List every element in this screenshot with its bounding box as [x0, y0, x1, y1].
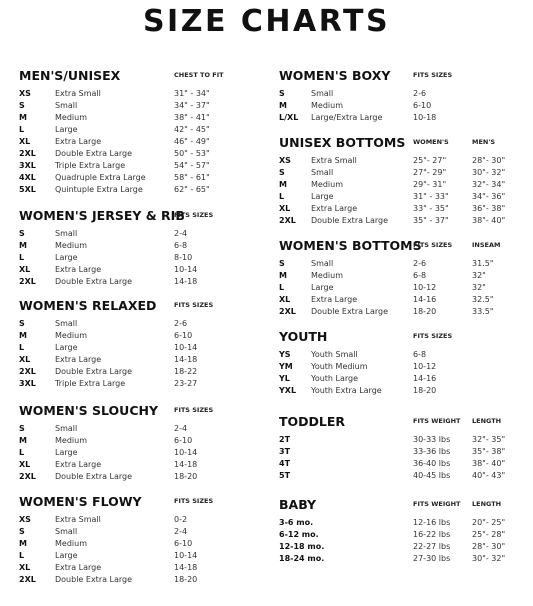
size-name: Extra Large — [55, 355, 102, 364]
section-header — [19, 403, 259, 423]
size-name: Extra Large — [55, 137, 102, 146]
size-name: Medium — [55, 113, 87, 122]
size-code: 5T — [279, 471, 291, 480]
table-row — [19, 112, 259, 124]
size-value: 38" - 41" — [174, 113, 210, 122]
womens-relaxed-chart — [19, 298, 259, 390]
size-name: Triple Extra Large — [55, 161, 126, 170]
size-name: Large — [311, 192, 334, 201]
table-row — [19, 252, 259, 264]
table-row — [279, 112, 529, 124]
size-code: L — [19, 253, 25, 262]
size-code: M — [19, 539, 27, 548]
size-name: Extra Large — [55, 265, 102, 274]
womens-boxy-chart — [279, 68, 529, 124]
size-value: 10-14 — [174, 551, 198, 560]
womens-jersey-rib-chart — [19, 208, 259, 288]
size-value: 30"- 32" — [472, 554, 506, 563]
table-row — [279, 373, 529, 385]
size-value: 18-20 — [174, 472, 198, 481]
size-code: XL — [19, 265, 31, 274]
size-name: Large — [311, 283, 334, 292]
size-name: Extra Large — [311, 204, 358, 213]
size-value: 38"- 40" — [472, 459, 506, 468]
size-name: Small — [311, 259, 334, 268]
table-row — [279, 517, 529, 529]
size-value: 46" - 49" — [174, 137, 210, 146]
table-row — [19, 276, 259, 288]
size-name: Large — [55, 125, 78, 134]
table-row — [279, 258, 529, 270]
size-value: 40"- 43" — [472, 471, 506, 480]
size-name: Youth Small — [311, 350, 358, 359]
size-name: Medium — [311, 180, 343, 189]
womens-bottoms-chart — [279, 238, 529, 318]
size-name: Medium — [55, 436, 87, 445]
size-code: 5XL — [19, 185, 36, 194]
size-code: S — [19, 424, 25, 433]
section-header — [279, 497, 529, 517]
size-value: 38"- 40" — [472, 216, 506, 225]
size-name: Large — [55, 343, 78, 352]
size-value: 34"- 36" — [472, 192, 506, 201]
size-value: 31" - 34" — [174, 89, 210, 98]
size-code: 2XL — [279, 307, 296, 316]
size-name: Extra Large — [55, 460, 102, 469]
table-row — [279, 458, 529, 470]
table-row — [19, 471, 259, 483]
size-value: 2-4 — [174, 527, 188, 536]
size-code: L — [19, 448, 25, 457]
size-value: 2-6 — [174, 319, 188, 328]
column-header: WOMEN'S — [413, 138, 449, 146]
size-code: XL — [19, 137, 31, 146]
column-header: LENGTH — [472, 417, 502, 425]
column-header: FITS SIZES — [174, 406, 214, 414]
size-name: Medium — [55, 539, 87, 548]
size-value: 18-20 — [413, 307, 437, 316]
size-value: 32"- 34" — [472, 180, 506, 189]
size-value: 8-10 — [174, 253, 193, 262]
size-name: Extra Small — [55, 515, 101, 524]
table-row — [279, 349, 529, 361]
size-name: Small — [311, 168, 334, 177]
size-code: M — [279, 180, 287, 189]
table-row — [279, 270, 529, 282]
size-code: L — [19, 125, 25, 134]
size-value: 32.5" — [472, 295, 494, 304]
section-header — [279, 238, 529, 258]
section-title: TODDLER — [279, 414, 346, 429]
size-value: 33.5" — [472, 307, 494, 316]
size-name: Small — [55, 527, 78, 536]
table-row — [19, 228, 259, 240]
size-value: 29"- 31" — [413, 180, 447, 189]
table-row — [279, 191, 529, 203]
section-title: WOMEN'S RELAXED — [19, 298, 157, 313]
size-value: 23-27 — [174, 379, 198, 388]
size-name: Extra Small — [311, 156, 357, 165]
womens-flowy-chart — [19, 494, 259, 586]
size-code: XL — [19, 460, 31, 469]
size-value: 10-14 — [174, 265, 198, 274]
size-name: Triple Extra Large — [55, 379, 126, 388]
size-name: Large — [55, 551, 78, 560]
size-name: Youth Medium — [311, 362, 368, 371]
size-code: 2XL — [19, 277, 36, 286]
column-header: FITS SIZES — [413, 332, 453, 340]
size-code: M — [279, 101, 287, 110]
section-header — [19, 494, 259, 514]
size-value: 6-8 — [413, 350, 427, 359]
table-row — [19, 160, 259, 172]
column-header: FITS WEIGHT — [413, 500, 461, 508]
size-value: 33-36 lbs — [413, 447, 451, 456]
table-row — [19, 184, 259, 196]
section-title: WOMEN'S FLOWY — [19, 494, 142, 509]
youth-chart — [279, 329, 529, 397]
section-header — [19, 68, 259, 88]
section-title: WOMEN'S BOXY — [279, 68, 391, 83]
size-name: Small — [55, 101, 78, 110]
table-row — [19, 435, 259, 447]
size-name: Quintuple Extra Large — [55, 185, 143, 194]
table-row — [279, 361, 529, 373]
size-value: 6-8 — [174, 241, 188, 250]
size-value: 25"- 28" — [472, 530, 506, 539]
section-header — [279, 329, 529, 349]
table-row — [279, 100, 529, 112]
table-row — [19, 124, 259, 136]
size-value: 14-18 — [174, 277, 198, 286]
size-code: 2XL — [19, 575, 36, 584]
size-code: 3T — [279, 447, 291, 456]
size-value: 12-16 lbs — [413, 518, 451, 527]
size-value: 36-40 lbs — [413, 459, 451, 468]
section-header — [279, 68, 529, 88]
table-row — [19, 526, 259, 538]
table-row — [279, 529, 529, 541]
size-code: 6-12 mo. — [279, 530, 319, 539]
size-value: 62" - 65" — [174, 185, 210, 194]
size-name: Large — [55, 253, 78, 262]
table-row — [19, 423, 259, 435]
column-header: FITS SIZES — [413, 241, 453, 249]
size-value: 14-16 — [413, 295, 437, 304]
size-name: Small — [55, 229, 78, 238]
size-code: 2T — [279, 435, 291, 444]
size-name: Medium — [55, 331, 87, 340]
table-row — [19, 264, 259, 276]
size-code: 2XL — [19, 149, 36, 158]
size-code: 4XL — [19, 173, 36, 182]
size-code: L/XL — [279, 113, 299, 122]
table-row — [19, 240, 259, 252]
table-row — [19, 459, 259, 471]
toddler-chart — [279, 414, 529, 482]
table-row — [19, 514, 259, 526]
size-name: Quadruple Extra Large — [55, 173, 146, 182]
size-name: Medium — [55, 241, 87, 250]
size-value: 14-18 — [174, 563, 198, 572]
size-value: 14-18 — [174, 355, 198, 364]
size-value: 20"- 25" — [472, 518, 506, 527]
section-title: UNISEX BOTTOMS — [279, 135, 406, 150]
column-header: CHEST TO FIT — [174, 71, 224, 79]
size-value: 27"- 29" — [413, 168, 447, 177]
table-row — [279, 215, 529, 227]
size-code: S — [279, 89, 285, 98]
table-row — [19, 172, 259, 184]
size-value: 40-45 lbs — [413, 471, 451, 480]
table-row — [19, 342, 259, 354]
size-value: 6-10 — [413, 101, 432, 110]
size-value: 2-6 — [413, 89, 427, 98]
size-value: 30"- 32" — [472, 168, 506, 177]
size-code: 3XL — [19, 161, 36, 170]
size-value: 32"- 35" — [472, 435, 506, 444]
section-header — [19, 208, 259, 228]
size-value: 6-10 — [174, 539, 193, 548]
size-code: XL — [279, 295, 291, 304]
size-value: 2-6 — [413, 259, 427, 268]
size-value: 2-4 — [174, 229, 188, 238]
table-row — [279, 306, 529, 318]
size-name: Double Extra Large — [311, 216, 389, 225]
size-name: Youth Large — [311, 374, 359, 383]
size-code: 12-18 mo. — [279, 542, 325, 551]
size-value: 33" - 35" — [413, 204, 449, 213]
table-row — [279, 434, 529, 446]
size-value: 30-33 lbs — [413, 435, 451, 444]
size-code: XS — [19, 89, 31, 98]
table-row — [19, 88, 259, 100]
size-value: 18-22 — [174, 367, 198, 376]
size-value: 28"- 30" — [472, 156, 506, 165]
size-value: 27-30 lbs — [413, 554, 451, 563]
column-header: INSEAM — [472, 241, 501, 249]
size-code: S — [279, 168, 285, 177]
column-header: FITS SIZES — [413, 71, 453, 79]
size-code: M — [279, 271, 287, 280]
size-name: Extra Small — [55, 89, 101, 98]
table-row — [19, 354, 259, 366]
table-row — [19, 136, 259, 148]
size-value: 14-16 — [413, 374, 437, 383]
size-code: XL — [19, 563, 31, 572]
size-code: YS — [279, 350, 291, 359]
table-row — [279, 203, 529, 215]
section-title: YOUTH — [279, 329, 328, 344]
size-code: YXL — [279, 386, 297, 395]
size-code: S — [279, 259, 285, 268]
section-title: MEN'S/UNISEX — [19, 68, 121, 83]
size-value: 10-12 — [413, 362, 437, 371]
baby-chart — [279, 497, 529, 565]
table-row — [19, 550, 259, 562]
section-title: BABY — [279, 497, 317, 512]
size-name: Medium — [311, 271, 343, 280]
table-row — [279, 446, 529, 458]
table-row — [279, 541, 529, 553]
size-value: 10-14 — [174, 343, 198, 352]
size-code: S — [19, 527, 25, 536]
size-code: 18-24 mo. — [279, 554, 325, 563]
size-value: 6-10 — [174, 331, 193, 340]
table-row — [279, 282, 529, 294]
section-header — [19, 298, 259, 318]
size-code: L — [279, 192, 285, 201]
table-row — [19, 330, 259, 342]
size-value: 14-18 — [174, 460, 198, 469]
size-code: XL — [19, 355, 31, 364]
section-title: WOMEN'S JERSEY & RIB — [19, 208, 185, 223]
size-code: L — [19, 551, 25, 560]
size-code: L — [279, 283, 285, 292]
mens-unisex-chart — [19, 68, 259, 196]
size-value: 6-10 — [174, 436, 193, 445]
table-row — [19, 562, 259, 574]
table-row — [279, 294, 529, 306]
size-name: Youth Extra Large — [311, 386, 382, 395]
size-value: 31.5" — [472, 259, 494, 268]
size-value: 10-14 — [174, 448, 198, 457]
size-code: XS — [279, 156, 291, 165]
size-value: 6-8 — [413, 271, 427, 280]
size-value: 32" — [472, 271, 486, 280]
table-row — [279, 553, 529, 565]
size-value: 18-20 — [174, 575, 198, 584]
size-code: S — [19, 229, 25, 238]
column-header: FITS SIZES — [174, 211, 214, 219]
size-value: 35"- 38" — [472, 447, 506, 456]
table-row — [279, 88, 529, 100]
table-row — [19, 318, 259, 330]
size-code: M — [19, 241, 27, 250]
size-value: 50" - 53" — [174, 149, 210, 158]
size-code: 3XL — [19, 379, 36, 388]
size-value: 58" - 61" — [174, 173, 210, 182]
size-value: 25"- 27" — [413, 156, 447, 165]
size-value: 36"- 38" — [472, 204, 506, 213]
womens-slouchy-chart — [19, 403, 259, 483]
size-value: 31" - 33" — [413, 192, 449, 201]
table-row — [19, 100, 259, 112]
size-code: 3-6 mo. — [279, 518, 314, 527]
table-row — [19, 148, 259, 160]
section-header — [279, 414, 529, 434]
size-name: Small — [55, 424, 78, 433]
size-name: Double Extra Large — [55, 277, 133, 286]
section-header — [279, 135, 529, 155]
size-code: M — [19, 113, 27, 122]
size-value: 10-12 — [413, 283, 437, 292]
size-code: 2XL — [279, 216, 296, 225]
size-name: Medium — [311, 101, 343, 110]
size-value: 22-27 lbs — [413, 542, 451, 551]
size-code: 4T — [279, 459, 291, 468]
size-value: 54" - 57" — [174, 161, 210, 170]
table-row — [19, 366, 259, 378]
column-header: MEN'S — [472, 138, 496, 146]
table-row — [279, 470, 529, 482]
size-value: 10-18 — [413, 113, 437, 122]
size-code: YM — [279, 362, 293, 371]
size-code: M — [19, 331, 27, 340]
size-code: S — [19, 319, 25, 328]
size-code: XL — [279, 204, 291, 213]
size-value: 0-2 — [174, 515, 188, 524]
size-name: Double Extra Large — [55, 149, 133, 158]
column-header: FITS WEIGHT — [413, 417, 461, 425]
size-name: Extra Large — [311, 295, 358, 304]
size-value: 32" — [472, 283, 486, 292]
size-code: S — [19, 101, 25, 110]
table-row — [279, 179, 529, 191]
size-value: 16-22 lbs — [413, 530, 451, 539]
size-name: Double Extra Large — [311, 307, 389, 316]
size-value: 2-4 — [174, 424, 188, 433]
size-name: Double Extra Large — [55, 575, 133, 584]
column-header: LENGTH — [472, 500, 502, 508]
column-header: FITS SIZES — [174, 301, 214, 309]
table-row — [19, 447, 259, 459]
unisex-bottoms-chart — [279, 135, 529, 227]
table-row — [19, 574, 259, 586]
size-value: 28"- 30" — [472, 542, 506, 551]
table-row — [19, 378, 259, 390]
table-row — [19, 538, 259, 550]
size-code: M — [19, 436, 27, 445]
size-value: 34" - 37" — [174, 101, 210, 110]
size-code: 2XL — [19, 367, 36, 376]
size-name: Large/Extra Large — [311, 113, 383, 122]
size-code: XS — [19, 515, 31, 524]
size-code: YL — [279, 374, 290, 383]
section-title: WOMEN'S BOTTOMS — [279, 238, 422, 253]
size-name: Extra Large — [55, 563, 102, 572]
size-value: 18-20 — [413, 386, 437, 395]
table-row — [279, 385, 529, 397]
size-value: 35" - 37" — [413, 216, 449, 225]
size-name: Double Extra Large — [55, 367, 133, 376]
size-code: 2XL — [19, 472, 36, 481]
size-name: Small — [311, 89, 334, 98]
table-row — [279, 155, 529, 167]
size-name: Large — [55, 448, 78, 457]
size-value: 42" - 45" — [174, 125, 210, 134]
size-name: Small — [55, 319, 78, 328]
size-code: L — [19, 343, 25, 352]
table-row — [279, 167, 529, 179]
size-name: Double Extra Large — [55, 472, 133, 481]
section-title: WOMEN'S SLOUCHY — [19, 403, 159, 418]
page-title: SIZE CHARTS — [142, 4, 391, 39]
column-header: FITS SIZES — [174, 497, 214, 505]
